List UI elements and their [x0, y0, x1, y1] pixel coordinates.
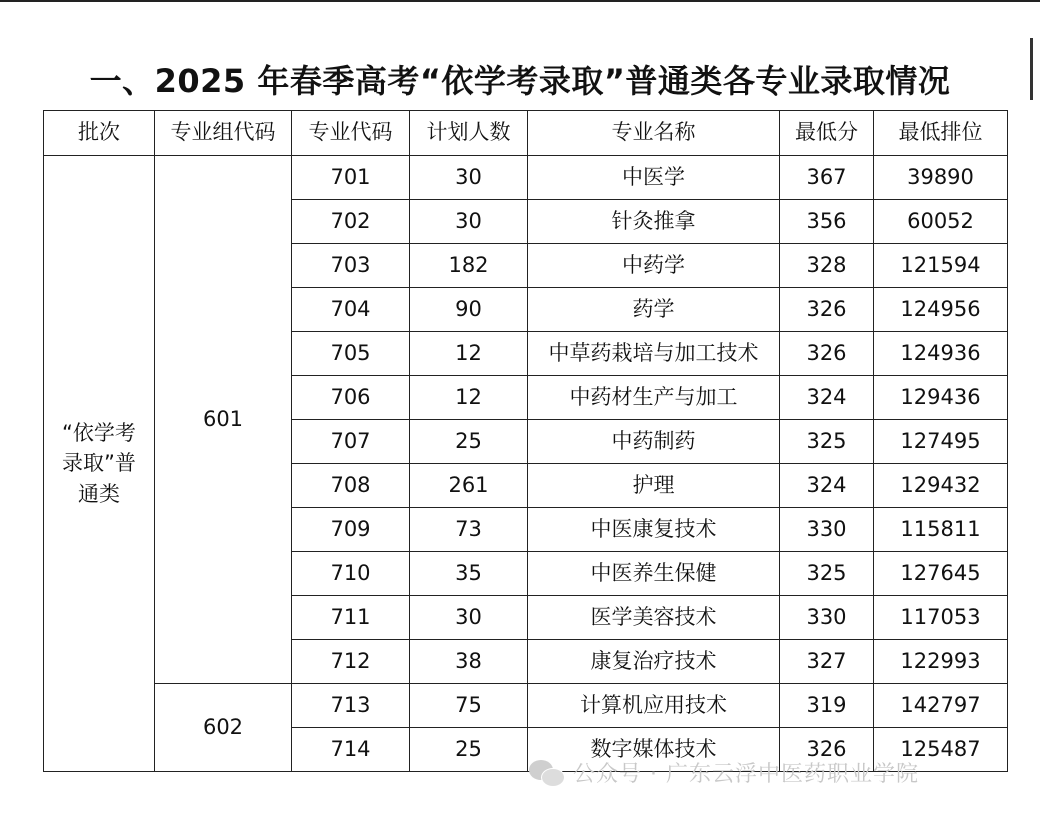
major-code-cell: 707: [292, 420, 410, 464]
min-rank-cell: 117053: [874, 596, 1008, 640]
wechat-icon: [527, 757, 567, 787]
major-name-cell: 计算机应用技术: [528, 684, 780, 728]
plan-count-cell: 30: [410, 156, 528, 200]
plan-count-cell: 35: [410, 552, 528, 596]
plan-count-cell: 30: [410, 200, 528, 244]
plan-count-cell: 25: [410, 420, 528, 464]
group-code-cell: 602: [155, 684, 292, 772]
min-score-cell: 330: [780, 596, 874, 640]
major-name-cell: 中药学: [528, 244, 780, 288]
min-score-cell: 319: [780, 684, 874, 728]
major-name-cell: 护理: [528, 464, 780, 508]
major-code-cell: 712: [292, 640, 410, 684]
table-row: [44, 684, 1008, 728]
min-rank-cell: 122993: [874, 640, 1008, 684]
plan-count-cell: 182: [410, 244, 528, 288]
min-rank-cell: 60052: [874, 200, 1008, 244]
min-rank-cell: 142797: [874, 684, 1008, 728]
major-name-cell: 医学美容技术: [528, 596, 780, 640]
header-min-score: 最低分: [780, 111, 874, 156]
min-score-cell: 326: [780, 728, 874, 772]
header-major-name: 专业名称: [528, 111, 780, 156]
major-code-cell: 709: [292, 508, 410, 552]
min-score-cell: 330: [780, 508, 874, 552]
min-score-cell: 326: [780, 332, 874, 376]
group-code-cell: 601: [155, 156, 292, 684]
major-name-cell: 中医康复技术: [528, 508, 780, 552]
major-name-cell: 中医学: [528, 156, 780, 200]
table-header-row: [44, 111, 1008, 156]
major-code-cell: 713: [292, 684, 410, 728]
major-code-cell: 702: [292, 200, 410, 244]
major-name-cell: 康复治疗技术: [528, 640, 780, 684]
admission-table: [43, 110, 1008, 772]
header-group-code: 专业组代码: [155, 111, 292, 156]
page-title: 一、2025 年春季高考“依学考录取”普通类各专业录取情况: [89, 62, 951, 100]
major-code-cell: 701: [292, 156, 410, 200]
min-score-cell: 325: [780, 552, 874, 596]
plan-count-cell: 261: [410, 464, 528, 508]
header-min-rank: 最低排位: [874, 111, 1008, 156]
major-code-cell: 704: [292, 288, 410, 332]
min-rank-cell: 129432: [874, 464, 1008, 508]
min-score-cell: 326: [780, 288, 874, 332]
min-score-cell: 324: [780, 376, 874, 420]
plan-count-cell: 73: [410, 508, 528, 552]
min-rank-cell: 124956: [874, 288, 1008, 332]
min-rank-cell: 125487: [874, 728, 1008, 772]
plan-count-cell: 12: [410, 376, 528, 420]
plan-count-cell: 90: [410, 288, 528, 332]
major-code-cell: 706: [292, 376, 410, 420]
min-rank-cell: 127495: [874, 420, 1008, 464]
plan-count-cell: 75: [410, 684, 528, 728]
min-rank-cell: 129436: [874, 376, 1008, 420]
min-score-cell: 325: [780, 420, 874, 464]
major-name-cell: 中药材生产与加工: [528, 376, 780, 420]
min-rank-cell: 115811: [874, 508, 1008, 552]
major-code-cell: 703: [292, 244, 410, 288]
table-row: [44, 156, 1008, 200]
watermark: [527, 756, 919, 788]
top-border-line: [0, 0, 1040, 2]
major-name-cell: 中草药栽培与加工技术: [528, 332, 780, 376]
min-score-cell: 367: [780, 156, 874, 200]
major-code-cell: 705: [292, 332, 410, 376]
watermark-text: 公众号 · 广东云浮中医药职业学院: [573, 761, 919, 787]
major-code-cell: 714: [292, 728, 410, 772]
plan-count-cell: 12: [410, 332, 528, 376]
table-body: [44, 156, 1008, 772]
major-name-cell: 中医养生保健: [528, 552, 780, 596]
header-batch: 批次: [44, 111, 155, 156]
plan-count-cell: 25: [410, 728, 528, 772]
plan-count-cell: 30: [410, 596, 528, 640]
min-rank-cell: 124936: [874, 332, 1008, 376]
min-score-cell: 356: [780, 200, 874, 244]
min-score-cell: 324: [780, 464, 874, 508]
min-score-cell: 327: [780, 640, 874, 684]
major-code-cell: 711: [292, 596, 410, 640]
min-rank-cell: 39890: [874, 156, 1008, 200]
min-score-cell: 328: [780, 244, 874, 288]
major-name-cell: 数字媒体技术: [528, 728, 780, 772]
major-code-cell: 708: [292, 464, 410, 508]
min-rank-cell: 121594: [874, 244, 1008, 288]
batch-cell: “依学考录取”普通类: [44, 156, 155, 772]
min-rank-cell: 127645: [874, 552, 1008, 596]
major-name-cell: 中药制药: [528, 420, 780, 464]
header-major-code: 专业代码: [292, 111, 410, 156]
plan-count-cell: 38: [410, 640, 528, 684]
header-plan-count: 计划人数: [410, 111, 528, 156]
major-code-cell: 710: [292, 552, 410, 596]
major-name-cell: 针灸推拿: [528, 200, 780, 244]
major-name-cell: 药学: [528, 288, 780, 332]
